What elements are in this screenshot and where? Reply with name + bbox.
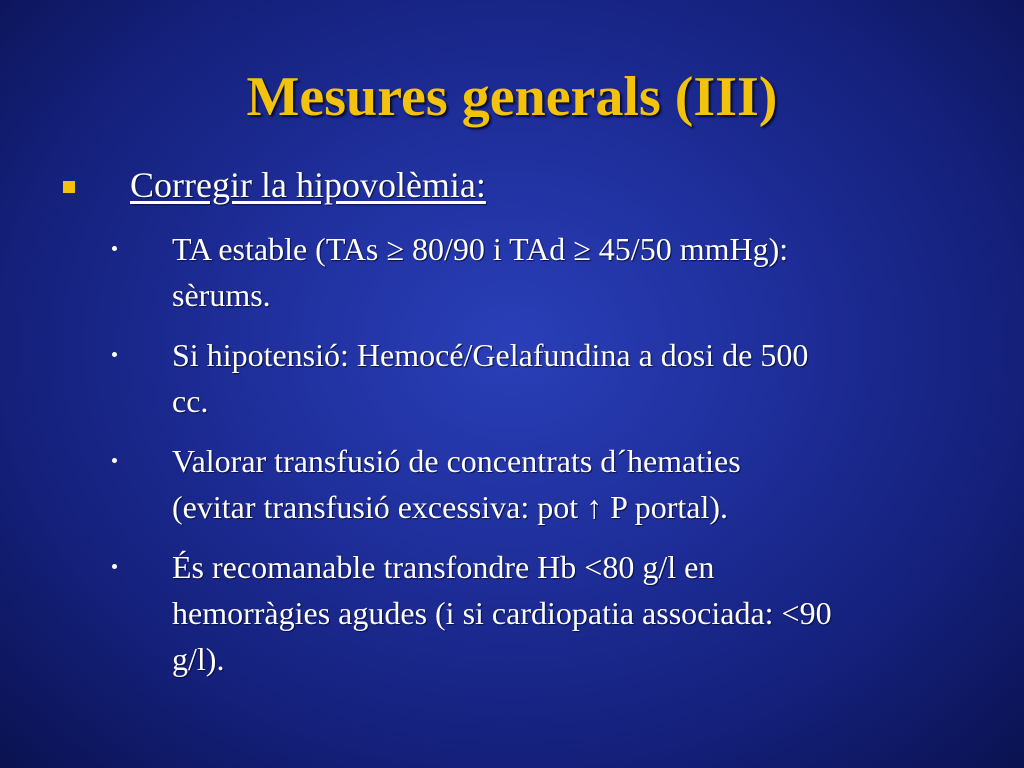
sub-bullet-line: Valorar transfusió de concentrats d´hematies — [172, 443, 741, 479]
sub-bullet-line: g/l). — [172, 641, 225, 677]
sub-bullet-line: TA estable (TAs ≥ 80/90 i TAd ≥ 45/50 mmHg): — [172, 231, 789, 267]
sub-bullet-line: sèrums. — [172, 277, 271, 313]
sub-bullet-text — [172, 544, 972, 682]
slide-title: Mesures generals (III) — [246, 66, 778, 128]
main-bullet-text: Corregir la hipovolèmia: — [130, 165, 486, 205]
sub-bullet-line: És recomanable transfondre Hb <80 g/l en — [172, 549, 715, 585]
dot-bullet-icon — [112, 246, 117, 251]
dot-bullet-icon — [112, 564, 117, 569]
sub-bullet-text — [172, 226, 972, 318]
sub-bullet-line: cc. — [172, 383, 209, 419]
dot-bullet-icon — [112, 352, 117, 357]
sub-bullet-line: hemorràgies agudes (i si cardiopatia associada: <90 — [172, 595, 832, 631]
dot-bullet-icon — [112, 458, 117, 463]
sub-bullet-line: (evitar transfusió excessiva: pot ↑ P portal). — [172, 489, 728, 525]
sub-bullet-line: Si hipotensió: Hemocé/Gelafundina a dosi de 500 — [172, 337, 809, 373]
sub-bullet-text — [172, 332, 972, 424]
sub-bullet-text — [172, 438, 972, 530]
square-bullet-icon — [63, 181, 75, 193]
